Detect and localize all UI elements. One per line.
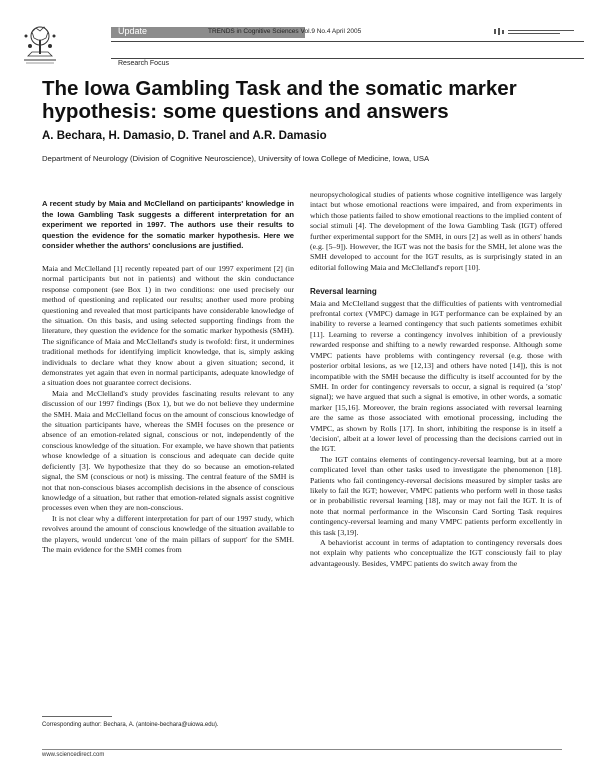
article-affiliation: Department of Neurology (Division of Cognitive Neuroscience), University of Iowa College of Medicine, Iowa, USA: [42, 154, 430, 163]
body-paragraph: It is not clear why a different interpretation for part of our 1997 study, which revolves around the amount of conscious knowledge of the situation available to the players, would undercut 'one of the main pillars of support' for the SMH. The main evidence for the SMH comes from: [42, 513, 294, 554]
body-paragraph: A behaviorist account in terms of adaptation to contingency reversals does not explain why patients who conceptualize the IGT consciously fail to play advantageously. Besides, VMPC patients do switch away from the: [310, 538, 562, 568]
journal-citation: TRENDS in Cognitive Sciences Vol.9 No.4 April 2005: [208, 28, 362, 35]
body-paragraph: Maia and McClelland's study provides fascinating results relevant to any discussion of our 1997 findings (Box 1), but we do not believe they undermine the SMH. Maia and McClelland focus on the amount of conscious knowledge of the situation participants have, whereas the SMH focuses on the presence or absence of an emotion-related signal, conscious or not, independently of the conscious knowledge of the situation. For example, we have shown that patients whose knowledge of a situation is conscious and adequate can decide quite deficiently [3]. We hypothesize that they do so because an emotion-related signal, the SM (conscious or not) is missing. The central feature of the SMH is not that non-conscious biases accomplish decisions in the absence of conscious knowledge of a situation, but rather that emotion-related signals assist cognitive processes even when they are non-conscious.: [42, 388, 294, 513]
right-column: [310, 190, 562, 569]
abstract: A recent study by Maia and McClelland on participants' knowledge in the Iowa Gambling Task suggests a different interpretation for an experiment we reported in 1997. The authors use their results to question the evidence for the somatic marker hypothesis. Here we consider whether the authors' conclusions are justified.: [42, 199, 294, 251]
corresponding-author-footnote: Corresponding author: Bechara, A. (antoine-bechara@uiowa.edu).: [42, 722, 219, 728]
elsevier-tree-logo: [18, 22, 62, 66]
article-authors: A. Bechara, H. Damasio, D. Tranel and A.R. Damasio: [42, 130, 327, 142]
body-paragraph: Maia and McClelland suggest that the difficulties of patients with ventromedial prefrontal cortex (VMPC) damage in IGT performance can be explained by an inability to reverse a learned contingency that such patients sometimes exhibit [11]. Learning to reverse a contingency involves inhibition of a previously rewarded response and shifting to a newly rewarded response. Although some VMPC patients have problems with contingency reversal (e.g. those with posterior orbital lesions, as we [12,13] and others have noted [14]), this is not incompatible with the SMH because the difficulty is itself accounted for by the SMH. In order for contingency reversals to occur, a signal is required (a 'stop' signal); we have argued that such a signal is emotive, in other words, a somatic marker [15,16]. Moreover, the brain regions associated with reversal learning are the same as those associated with emotional processing, including the VMPC, as shown by Rolls [17]. In short, inhibiting the response is in itself a 'decision', albeit at a lower level of processing than the decisions carried out in the IGT.: [310, 298, 562, 454]
footnote-rule: [42, 716, 112, 717]
left-column: [42, 199, 294, 555]
footer-rule: [42, 749, 562, 750]
body-paragraph: neuropsychological studies of patients whose cognitive intelligence was largely intact but whose emotional reactions were impaired, and from experiments in which those patients failed to show emotional reactions to the implied content of social stimuli [4]. The development of the Iowa Gambling Task (IGT) offered further experimental support for the SMH, in ours [2] as well as in others' hands (e.g. [5–9]). However, the IGT was not the basis for the SMH, let alone was the SMH developed to account for the IGT results, as is surprisingly stated in an editorial following Maia and McClelland's report [10].: [310, 190, 562, 272]
header-rule-top: [111, 41, 584, 42]
section-heading: Reversal learning: [310, 287, 377, 297]
footer-url[interactable]: www.sciencedirect.com: [42, 752, 105, 758]
section-label: Research Focus: [118, 60, 169, 67]
article-title: The Iowa Gambling Task and the somatic marker hypothesis: some questions and answers: [42, 77, 517, 123]
body-paragraph: The IGT contains elements of contingency-reversal learning, but at a more complicated level than other tasks used to investigate the phenomenon [18]. Patients who fail contingency-reversal decisions measured by simpler tasks are likely to fail the IGT; however, VMPC patients who perform well in those tasks or in probabilistic reversal learning [18], may or may not fail the IGT. It is of note that normal performance in the Wisconsin Card Sorting Task requires contingency-reversal learning and many VMPC patients perform excellently in this task [3,19].: [310, 454, 562, 537]
update-label: Update: [118, 26, 148, 36]
body-paragraph: Maia and McClelland [1] recently repeated part of our 1997 experiment [2] (in normal participants but not in patients) and without the skin conductance response component (see Box 1) in two conditions: one used precisely our method of questioning and replicated our results; another used more probing questioning and revealed that most participants have considerable knowledge of the situation. On this basis, and using selected supporting findings from the literature, they question the evidence for the somatic marker hypothesis (SMH). The significance of Maia and McClelland's study is twofold: first, it undermines traditional methods for identifying implicit knowledge, that is, simply asking individuals to declare what they know about a given situation; second, it demonstrates yet again that even in normal participants, adequate knowledge of a situation does not guarantee correct decisions.: [42, 263, 294, 388]
header-rule-bottom: [111, 58, 584, 59]
sciencedirect-logo: [492, 26, 580, 38]
